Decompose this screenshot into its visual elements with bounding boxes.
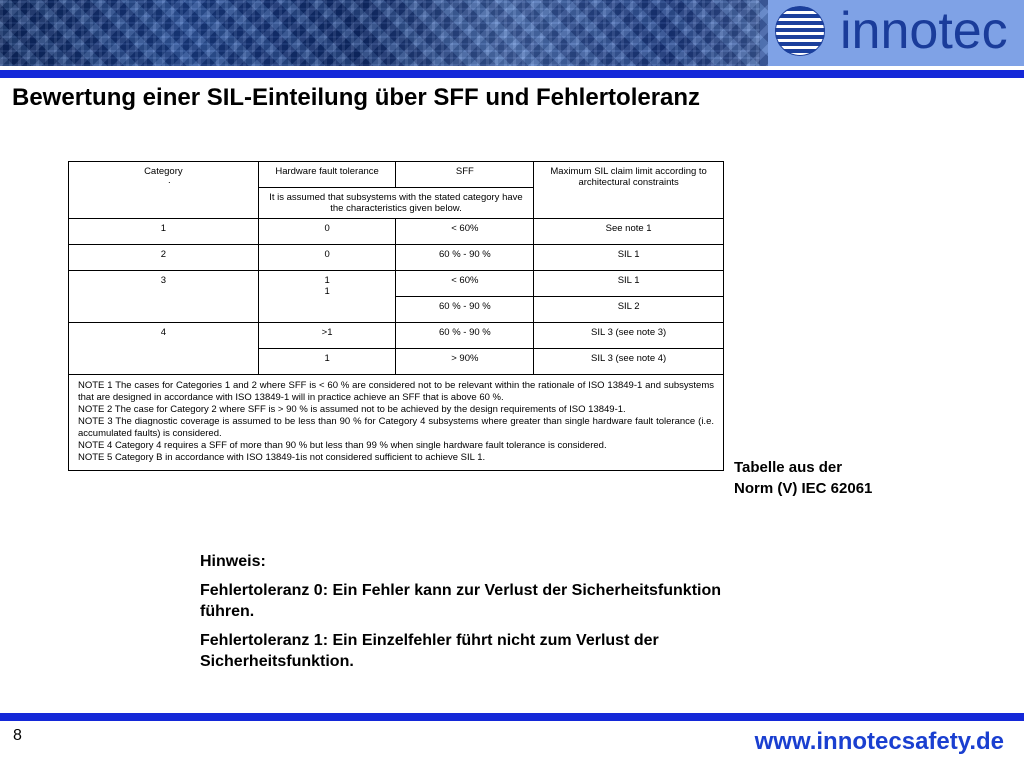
hint-heading: Hinweis:: [200, 553, 266, 570]
cell-hft: 1: [258, 349, 396, 375]
header-assumption: It is assumed that subsystems with the stated category have the characteristics given below.: [258, 188, 534, 219]
cell-hft-value: 1: [324, 275, 330, 286]
cell-hft: [258, 271, 396, 323]
note-5: NOTE 5 Category B in accordance with ISO 13849-1is not considered sufficient to achieve SIL 1.: [78, 452, 486, 463]
table-row: [69, 219, 724, 245]
cell-sff: 60 % - 90 %: [396, 323, 534, 349]
website-link[interactable]: www.innotecsafety.de: [754, 728, 1004, 755]
cell-sff: < 60%: [396, 219, 534, 245]
cell-category: 1: [69, 219, 259, 245]
hint-paragraph-2: Fehlertoleranz 1: Ein Einzelfehler führt nicht zum Verlust der Sicherheitsfunktion.: [200, 632, 659, 670]
cell-hft-value: 1: [324, 286, 330, 297]
cell-sil: SIL 1: [534, 245, 724, 271]
cell-category: 2: [69, 245, 259, 271]
note-1: NOTE 1 The cases for Categories 1 and 2 where SFF is < 60 % are considered not to be relevant within the rationale of ISO 13849-1 and subsystems that are designed in accordance with ISO 13849-1 will in practice achieve an SFF that is above 60 %.: [78, 380, 714, 403]
cell-sil: SIL 1: [534, 271, 724, 297]
table-row: [69, 375, 724, 471]
cell-sil: SIL 3 (see note 3): [534, 323, 724, 349]
cell-sil: SIL 2: [534, 297, 724, 323]
header-max-sil: Maximum SIL claim limit according to architectural constraints: [534, 162, 724, 219]
note-3: NOTE 3 The diagnostic coverage is assumed to be less than 90 % for Category 4 subsystems where greater than single hardware fault tolerance (i.e. accumulated faults) is considered.: [78, 416, 714, 439]
cell-category: 3: [69, 271, 259, 323]
cell-sil: See note 1: [534, 219, 724, 245]
hint-box: [200, 551, 760, 680]
table-row: [69, 271, 724, 297]
table-row: [69, 323, 724, 349]
banner-photo: [0, 0, 760, 66]
bottom-divider: [0, 713, 1024, 721]
cell-sff: 60 % - 90 %: [396, 297, 534, 323]
header-category-label: Category: [144, 166, 183, 177]
page-title: Bewertung einer SIL-Einteilung über SFF und Fehlertoleranz: [12, 84, 701, 111]
note-2: NOTE 2 The case for Category 2 where SFF is > 90 % is assumed not to be achieved by the design requirements of ISO 13849-1.: [78, 404, 626, 415]
sil-table: [68, 161, 724, 471]
logo-text: innotec: [840, 2, 1008, 60]
cell-hft: >1: [258, 323, 396, 349]
header-category: [69, 162, 259, 219]
top-divider: [0, 70, 1024, 78]
cell-hft: 0: [258, 219, 396, 245]
caption-line-2: Norm (V) IEC 62061: [734, 480, 873, 497]
dot-mark: .: [168, 175, 171, 186]
header-sff: SFF: [396, 162, 534, 188]
cell-hft: 0: [258, 245, 396, 271]
table-row: [69, 162, 724, 188]
table-caption: [734, 457, 872, 499]
header-banner: [0, 0, 1024, 66]
table-notes: [69, 375, 724, 471]
cell-sff: < 60%: [396, 271, 534, 297]
hint-paragraph-1: Fehlertoleranz 0: Ein Fehler kann zur Verlust der Sicherheitsfunktion führen.: [200, 582, 722, 620]
cell-sff: > 90%: [396, 349, 534, 375]
logo: [768, 0, 1024, 66]
note-4: NOTE 4 Category 4 requires a SFF of more than 90 % but less than 99 % when single hardware fault tolerance is considered.: [78, 440, 607, 451]
page-number: 8: [13, 727, 22, 744]
table-row: [69, 245, 724, 271]
cell-sff: 60 % - 90 %: [396, 245, 534, 271]
globe-icon: [775, 6, 825, 56]
caption-line-1: Tabelle aus der: [734, 459, 843, 476]
header-hft: Hardware fault tolerance: [258, 162, 396, 188]
cell-sil: SIL 3 (see note 4): [534, 349, 724, 375]
cell-category: 4: [69, 323, 259, 375]
